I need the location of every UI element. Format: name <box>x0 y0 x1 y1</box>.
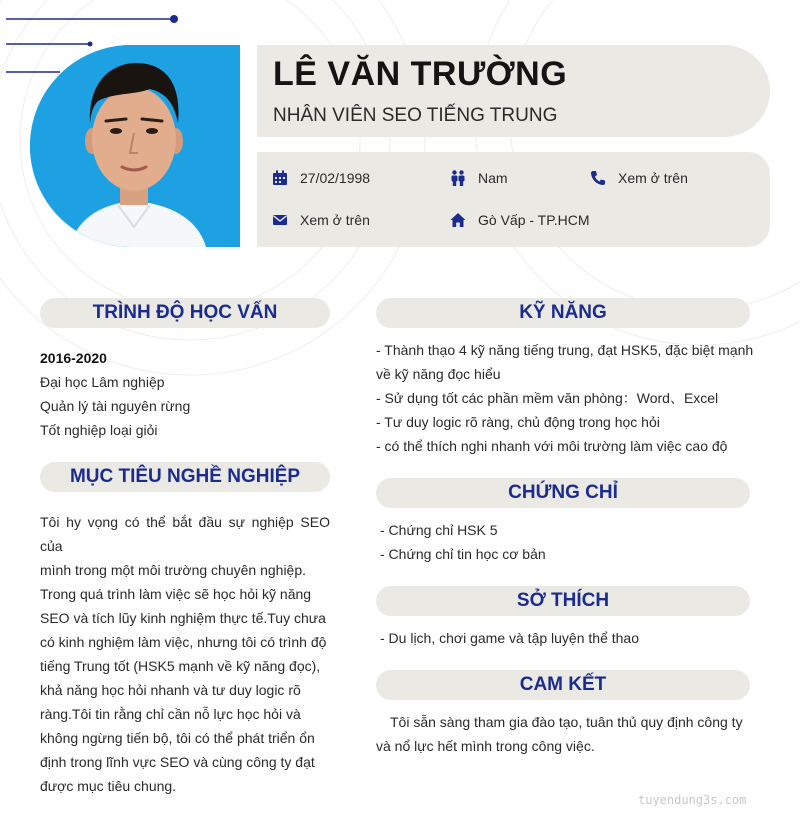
email-value: Xem ở trên <box>300 212 370 228</box>
name-header <box>257 45 770 137</box>
commitment-line: và nổ lực hết mình trong công việc. <box>376 738 595 754</box>
objective-line: ràng.Tôi tin rằng chỉ cần nỗ lực học hỏi và <box>40 706 301 722</box>
objective-line: Tôi hy vọng có thể bắt đầu sự nghiệp SEO của <box>40 514 330 554</box>
skill-line: - Tư duy logic rõ ràng, chủ động trong học hỏi <box>376 414 660 430</box>
certificate-line: - Chứng chỉ tin học cơ bản <box>380 546 546 562</box>
phone-value: Xem ở trên <box>618 170 688 186</box>
dob-value: 27/02/1998 <box>300 170 371 186</box>
gender-item <box>450 170 508 186</box>
home-icon <box>450 212 466 228</box>
certificates-heading: CHỨNG CHỈ <box>376 478 750 508</box>
hobby-line: - Du lịch, chơi game và tập luyện thể thao <box>380 630 639 646</box>
objective-line: được mục tiêu chung. <box>40 778 177 794</box>
objective-line: không ngừng tiến bộ, tôi có thể phát triển ổn <box>40 730 315 746</box>
commitment-line: Tôi sẵn sàng tham gia đào tạo, tuân thủ quy định công ty <box>390 714 743 730</box>
skill-line: - Thành thạo 4 kỹ năng tiếng trung, đạt HSK5, đặc biệt mạnh <box>376 342 754 358</box>
certificates-content <box>380 518 750 566</box>
objective-line: định trong lĩnh vực SEO và cùng công ty đạt <box>40 754 315 770</box>
objective-line: có kinh nghiệm làm việc, nhưng tôi có trình độ <box>40 634 327 650</box>
education-school: Đại học Lâm nghiệp <box>40 374 165 390</box>
profile-photo <box>30 45 240 247</box>
objective-line: tiếng Trung tốt (HSK5 mạnh về kỹ năng đọc), <box>40 658 321 674</box>
commitment-heading: CAM KẾT <box>376 670 750 700</box>
education-heading: TRÌNH ĐỘ HỌC VẤN <box>40 298 330 328</box>
personal-info-panel <box>257 152 770 247</box>
objective-content <box>40 510 330 798</box>
objective-line: SEO và tích lũy kinh nghiệm thực tế.Tuy chưa <box>40 610 326 626</box>
email-item <box>272 212 370 228</box>
skills-heading: KỸ NĂNG <box>376 298 750 328</box>
certificate-line: - Chứng chỉ HSK 5 <box>380 522 498 538</box>
skill-line: - có thể thích nghi nhanh với môi trường làm việc cao độ <box>376 438 728 454</box>
education-result: Tốt nghiệp loại giỏi <box>40 422 158 438</box>
people-icon <box>450 170 466 186</box>
education-major: Quản lý tài nguyên rừng <box>40 398 191 414</box>
dob-item <box>272 170 370 186</box>
skill-line: về kỹ năng đọc hiểu <box>376 366 501 382</box>
objective-line: Trong quá trình làm việc sẽ học hỏi kỹ năng <box>40 586 312 602</box>
hobbies-heading: SỞ THÍCH <box>376 586 750 616</box>
commitment-content <box>376 710 766 758</box>
skill-line: - Sử dụng tốt các phần mềm văn phòng：Word、Excel <box>376 390 719 406</box>
watermark: tuyendung3s.com <box>638 793 747 807</box>
skills-content <box>376 338 766 458</box>
education-year: 2016-2020 <box>40 350 107 366</box>
calendar-icon <box>272 170 288 186</box>
address-item <box>450 212 590 228</box>
objective-heading: MỤC TIÊU NGHỀ NGHIỆP <box>40 462 330 492</box>
hobbies-content <box>380 626 750 650</box>
objective-line: mình trong một môi trường chuyên nghiệp. <box>40 562 307 578</box>
objective-line: khả năng học hỏi nhanh và tư duy logic rõ <box>40 682 301 698</box>
full-name: LÊ VĂN TRƯỜNG <box>273 55 568 93</box>
education-content <box>40 346 330 442</box>
gender-value: Nam <box>478 170 508 186</box>
phone-item <box>590 170 688 186</box>
envelope-icon <box>272 212 288 228</box>
address-value: Gò Vấp - TP.HCM <box>478 212 590 228</box>
phone-icon <box>590 170 606 186</box>
job-title: NHÂN VIÊN SEO TIẾNG TRUNG <box>273 105 558 126</box>
